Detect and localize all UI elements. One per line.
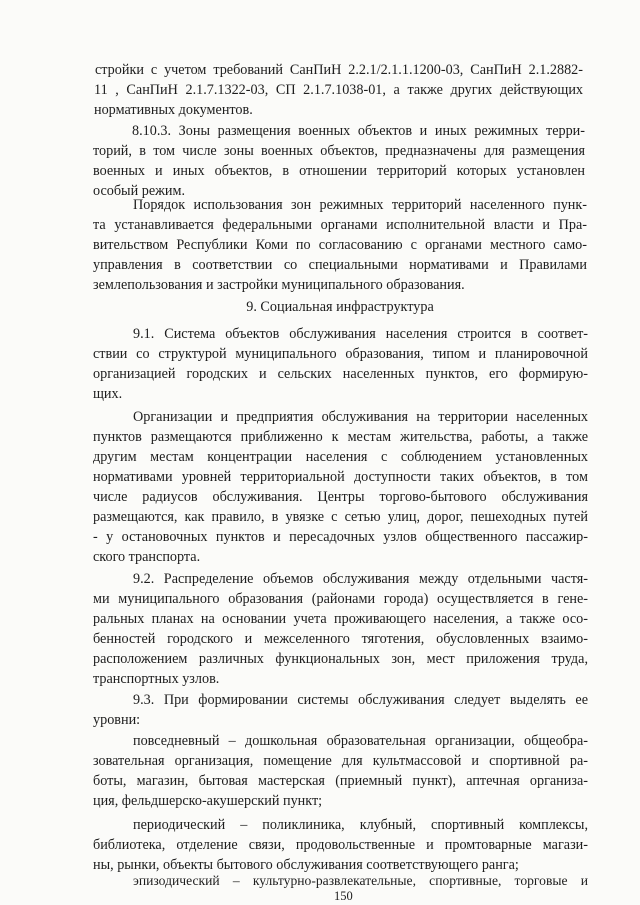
- text-line: нормативных документов.: [94, 102, 253, 118]
- text-line: ны, рынки, объекты бытового обслуживания соответствующего ранга;: [93, 857, 519, 873]
- text-line: организацией городских и сельских населенных пунктов, его формирую-: [93, 366, 588, 382]
- text-line: расположением различных функциональных зон, мест приложения труда,: [93, 651, 588, 667]
- text-line: числе радиусов обслуживания. Центры торгово-бытового обслуживания: [93, 489, 588, 505]
- text-line: периодический – поликлиника, клубный, спортивный комплексы,: [133, 817, 588, 833]
- text-line: торий, в том числе зоны военных объектов, предназначены для размещения: [93, 143, 585, 159]
- section-title: 9. Социальная инфраструктура: [246, 299, 434, 315]
- text-line: другим местам концентрации населения с соблюдением установленных: [93, 449, 588, 465]
- text-line: бенностей городского и межселенного тяготения, обусловленных взаимо-: [93, 631, 588, 647]
- text-line: 9.1. Система объектов обслуживания населения строится в соответ-: [133, 326, 588, 342]
- text-line: ральных планах на основании учета проживающего населения, а также осо-: [93, 611, 588, 627]
- text-line: нормативами уровней территориальной доступности таких объектов, в том: [93, 469, 588, 485]
- text-line: управления в соответствии со специальными нормативами и Правилами: [93, 257, 587, 273]
- text-line: особый режим.: [93, 183, 186, 199]
- text-line: ского транспорта.: [93, 549, 201, 565]
- page-number: 150: [334, 889, 353, 903]
- text-line: боты, магазин, бытовая мастерская (приемный пункт), аптечная организа-: [93, 773, 588, 789]
- text-line: 8.10.3. Зоны размещения военных объектов и иных режимных терри-: [132, 123, 585, 139]
- text-line: пунктов размещаются приближенно к местам жительства, работы, а также: [93, 429, 588, 445]
- text-line: щих.: [93, 386, 123, 402]
- text-line: вительством Республики Коми по согласованию с органами местного само-: [93, 237, 587, 253]
- text-line: размещаются, как правило, в увязке с сетью улиц, дорог, пешеходных путей: [93, 509, 588, 525]
- text-line: ция, фельдшерско-акушерский пункт;: [93, 793, 323, 809]
- text-line: землепользования и застройки муниципального образования.: [93, 277, 465, 293]
- text-line: 11 , СанПиН 2.1.7.1322-03, СП 2.1.7.1038-01, а также других действующих: [94, 82, 583, 98]
- text-line: 9.2. Распределение объемов обслуживания между отдельными частя-: [133, 571, 588, 587]
- text-line: ствии со структурой муниципального образования, типом и планировочной: [93, 346, 588, 362]
- text-line: стройки с учетом требований СанПиН 2.2.1/2.1.1.1200-03, СанПиН 2.1.2882-: [95, 62, 583, 78]
- text-line: военных и иных объектов, в отношении территорий которых установлен: [93, 163, 585, 179]
- text-line: Порядок использования зон режимных территорий населенного пунк-: [133, 197, 587, 213]
- text-line: повседневный – дошкольная образовательная организации, общеобра-: [133, 733, 588, 749]
- text-line: 9.3. При формировании системы обслуживания следует выделять ее: [133, 692, 588, 708]
- text-line: уровни:: [93, 712, 141, 728]
- text-line: зовательная организация, помещение для культмассовой и спортивной ра-: [93, 753, 588, 769]
- text-line: ми муниципального образования (районами города) осуществляется в гене-: [93, 591, 588, 607]
- text-line: библиотека, отделение связи, продовольственные и промтоварные магази-: [93, 837, 588, 853]
- text-line: та устанавливается федеральными органами исполнительной власти и Пра-: [93, 217, 587, 233]
- text-line: эпизодический – культурно-развлекательные, спортивные, торговые и: [133, 873, 588, 888]
- text-line: - у остановочных пунктов и пересадочных узлов общественного пассажир-: [93, 529, 588, 545]
- text-line: Организации и предприятия обслуживания на территории населенных: [133, 409, 588, 425]
- text-line: транспортных узлов.: [93, 671, 220, 687]
